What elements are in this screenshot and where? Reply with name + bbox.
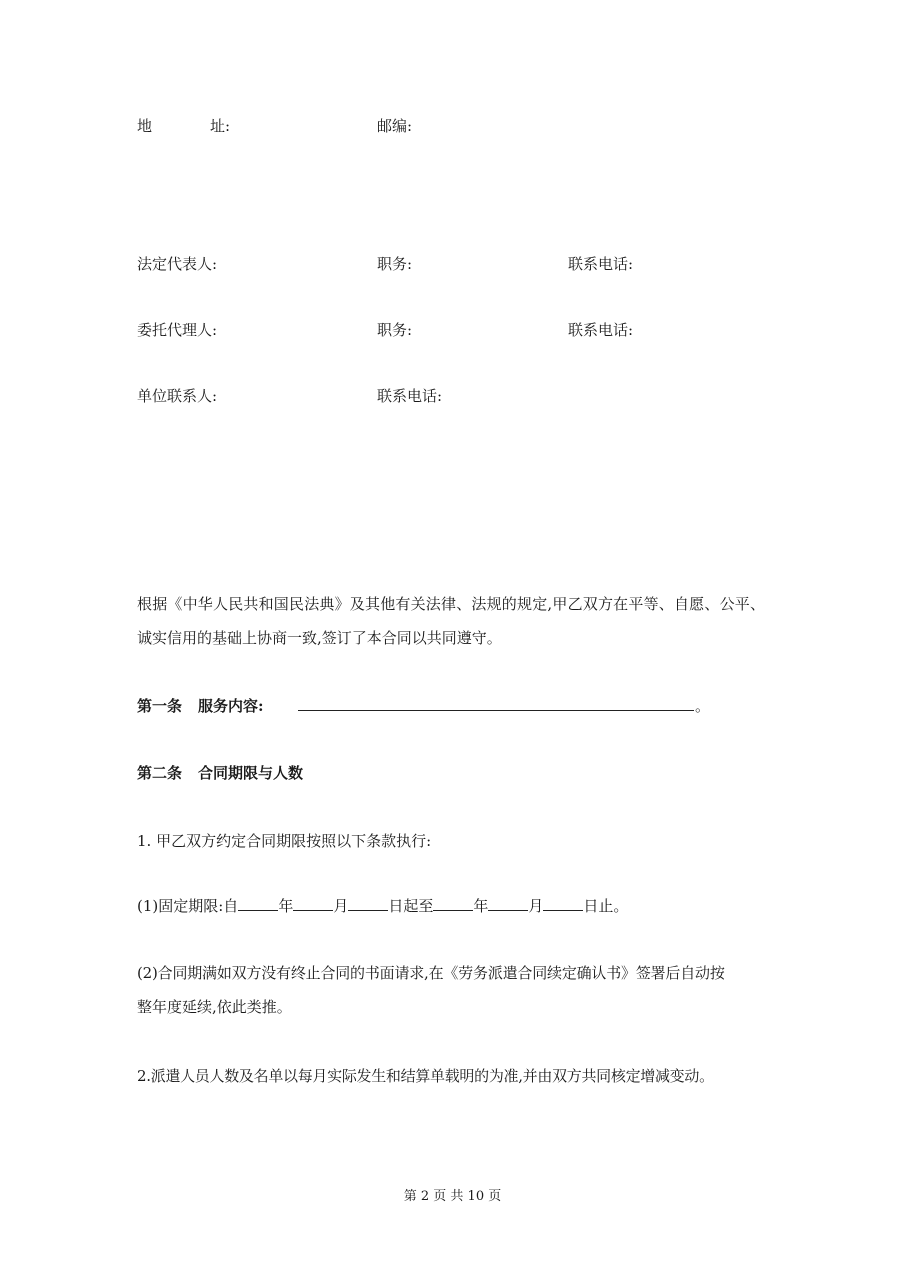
article2-heading [137,763,303,783]
renewal-line: 整年度延续,依此类推。 [137,998,292,1016]
article1-end: 。 [695,697,711,715]
address-label-char2: 址: [210,117,231,135]
article1-title: 服务内容: [198,697,264,715]
start-month-blank[interactable] [293,896,333,911]
article1-heading [137,696,264,716]
unit-contact-label: 单位联系人: [137,387,218,405]
fixed-term-line [137,896,628,916]
phone-label: 联系电话: [377,387,443,405]
end-day-blank[interactable] [543,896,583,911]
position-label: 职务: [377,255,413,273]
article2-number: 第二条 [137,764,183,782]
phone-label: 联系电话: [568,321,634,339]
preamble-line: 诚实信用的基础上协商一致,签订了本合同以共同遵守。 [137,629,502,647]
fixed-term-prefix: (1)固定期限:自 [137,897,239,915]
renewal-line: (2)合同期满如双方没有终止合同的书面请求,在《劳务派遣合同续定确认书》签署后自动按 [137,964,725,982]
month-label: 月 [528,897,544,915]
start-year-blank[interactable] [238,896,278,911]
phone-label: 联系电话: [568,255,634,273]
service-content-blank[interactable] [298,710,694,711]
clause-1: 1. 甲乙双方约定合同期限按照以下条款执行: [137,832,432,850]
month-label: 月 [333,897,349,915]
agent-label: 委托代理人: [137,321,218,339]
address-label [137,116,230,136]
end-year-blank[interactable] [433,896,473,911]
article2-title: 合同期限与人数 [198,764,304,782]
postcode-label: 邮编: [377,117,413,135]
article1-number: 第一条 [137,697,183,715]
clause-2: 2.派遣人员人数及名单以每月实际发生和结算单载明的为准,并由双方共同核定增减变动。 [137,1067,714,1085]
end-month-blank[interactable] [488,896,528,911]
year-label: 年 [473,897,489,915]
day-from-label: 日起至 [388,897,434,915]
legal-rep-label: 法定代表人: [137,255,218,273]
start-day-blank[interactable] [348,896,388,911]
year-label: 年 [278,897,294,915]
page-number: 第 2 页 共 10 页 [403,1189,502,1204]
position-label: 职务: [377,321,413,339]
address-label-char1: 地 [137,117,153,135]
day-to-label: 日止。 [583,897,629,915]
preamble-line: 根据《中华人民共和国民法典》及其他有关法律、法规的规定,甲乙双方在平等、自愿、公平、 [137,595,766,613]
